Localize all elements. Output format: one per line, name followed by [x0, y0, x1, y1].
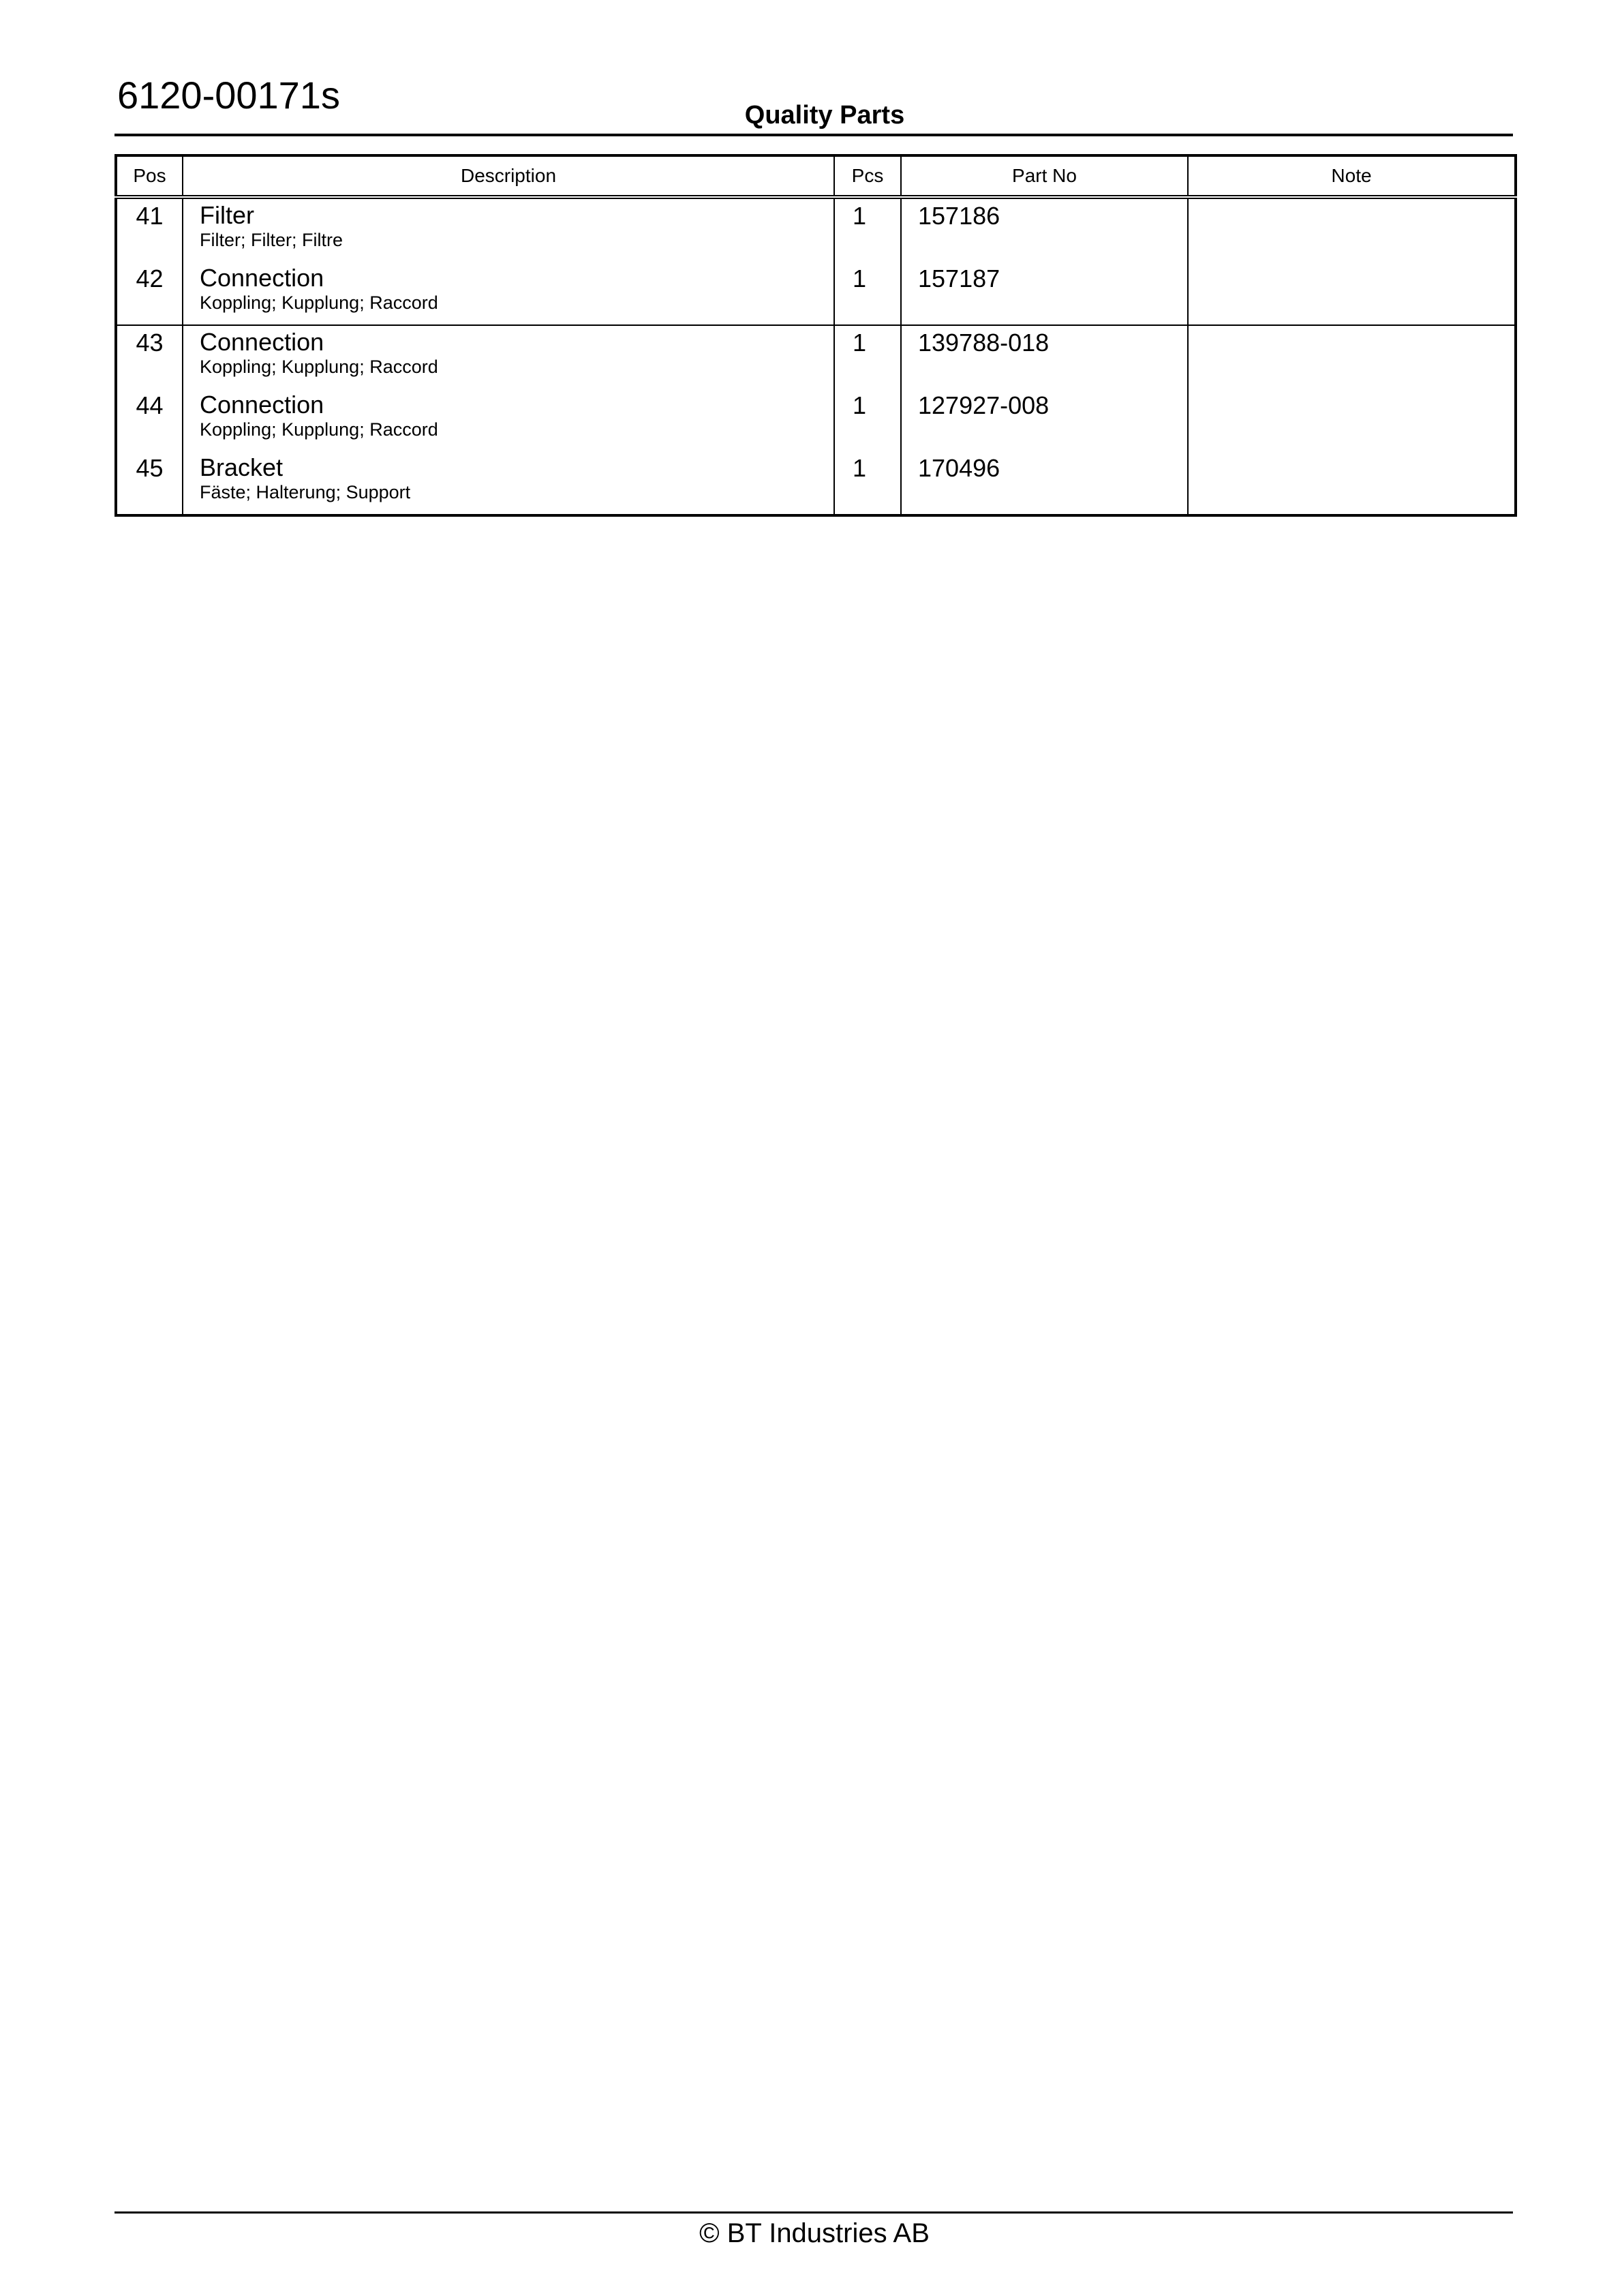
column-header-note: Note: [1188, 155, 1516, 197]
description-cell: [183, 262, 834, 325]
note-cell: [1188, 451, 1516, 515]
description-cell: [183, 389, 834, 451]
page-title: Quality Parts: [744, 101, 905, 130]
document-number: 6120-00171s: [117, 74, 340, 117]
pcs-cell: 1: [834, 262, 901, 325]
note-cell: [1188, 389, 1516, 451]
description-cell: [183, 197, 834, 262]
column-header-description: Description: [183, 155, 834, 197]
column-header-part-no: Part No: [901, 155, 1188, 197]
table-row: [116, 451, 1516, 515]
part-no-cell: 127927-008: [901, 389, 1188, 451]
part-no-cell: 157187: [901, 262, 1188, 325]
part-no-cell: 157186: [901, 197, 1188, 262]
table-header-row: [116, 155, 1516, 197]
column-header-pos: Pos: [116, 155, 183, 197]
description-cell: [183, 325, 834, 389]
table-row: [116, 197, 1516, 262]
part-no-cell: 170496: [901, 451, 1188, 515]
note-cell: [1188, 325, 1516, 389]
part-translations: Koppling; Kupplung; Raccord: [200, 419, 438, 440]
pos-cell: 42: [116, 262, 183, 325]
part-name: Connection: [200, 391, 324, 419]
footer-copyright: © BT Industries AB: [699, 2218, 930, 2248]
pos-cell: 41: [116, 197, 183, 262]
part-translations: Koppling; Kupplung; Raccord: [200, 292, 438, 313]
footer-divider: [114, 2211, 1513, 2214]
table-row: [116, 389, 1516, 451]
table-row: [116, 325, 1516, 389]
part-translations: Fäste; Halterung; Support: [200, 482, 411, 502]
part-name: Bracket: [200, 453, 284, 481]
part-translations: Koppling; Kupplung; Raccord: [200, 357, 438, 377]
column-header-pcs: Pcs: [834, 155, 901, 197]
note-cell: [1188, 262, 1516, 325]
pos-cell: 43: [116, 325, 183, 389]
header-divider: [114, 134, 1513, 136]
part-translations: Filter; Filter; Filtre: [200, 230, 343, 250]
pcs-cell: 1: [834, 389, 901, 451]
table-row: [116, 262, 1516, 325]
part-name: Connection: [200, 264, 324, 292]
pcs-cell: 1: [834, 197, 901, 262]
pcs-cell: 1: [834, 451, 901, 515]
note-cell: [1188, 197, 1516, 262]
pos-cell: 45: [116, 451, 183, 515]
description-cell: [183, 451, 834, 515]
pos-cell: 44: [116, 389, 183, 451]
pcs-cell: 1: [834, 325, 901, 389]
part-name: Filter: [200, 201, 254, 229]
parts-table: [114, 154, 1517, 517]
part-no-cell: 139788-018: [901, 325, 1188, 389]
part-name: Connection: [200, 328, 324, 356]
